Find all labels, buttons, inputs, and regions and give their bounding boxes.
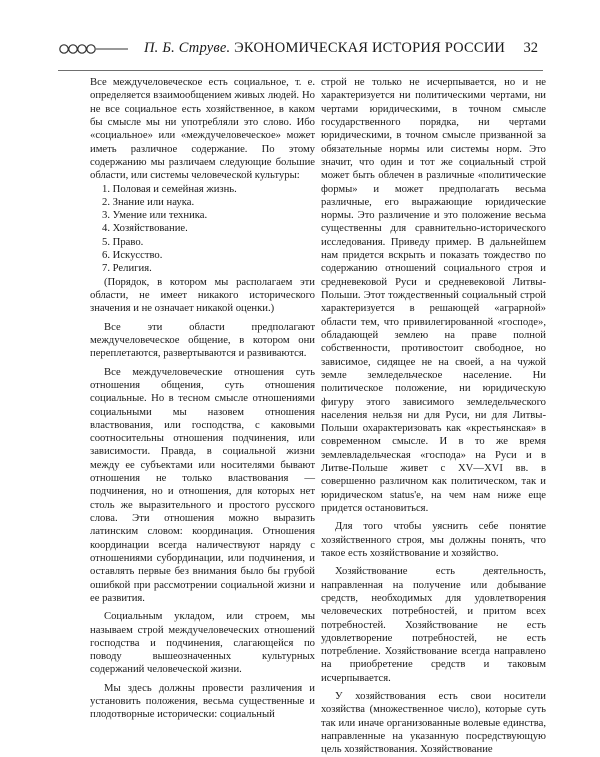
page-header xyxy=(0,36,600,64)
list-item: 2. Знание или наука. xyxy=(102,196,195,208)
paragraph: Социальным укладом, или строем, мы называем строй междучеловеческих отношений господства и подчинения, слагающейся по поводу вышеозначенных культурных содержаний человеческой жизни. xyxy=(90,611,315,676)
paragraph: (Порядок, в котором мы располагаем эти области, не имеет никакого исторического значения и не означает никакой оценки.) xyxy=(90,276,315,315)
paragraph: Все междучеловеческое есть социальное, т. е. определяется взаимообщением живых людей. Но не все социальное есть хозяйственное, в каком бы смысле мы ни употребляли это слово. Ибо «социальное» или «междучеловеческое» может иметь различное содержание. По этому содержанию мы различаем следующие большие области, или системы человеческой культуры: xyxy=(90,77,315,182)
left-column xyxy=(90,76,315,722)
header-rule xyxy=(58,70,543,71)
ornament-rings-icon xyxy=(58,42,128,56)
paragraph: У хозяйствования есть свои носители хозяйства (множественное число), которые суть так или иначе организованные волевые единства, направленные на указанную посредствующую цель хозяйствования. Хозяйствование xyxy=(321,691,546,756)
paragraph: Все междучеловеческие отношения суть отношения общения, суть отношения социальные. Но в тесном смысле отношениями социальными мы назовем отношения властвования, или господства, с каковыми соотносительны отношения подчинения, или зависимости. Правда, в социальной жизни между ее субъектами или носителями бывают отношения не только властвования — подчинения, но и отношения, для которых нет столь же выразительного и простого русского слова. Эти отношения можно выразить латинским словом: координация. Отношения координации всегда наличествуют наряду с отношениями субординации, или подчинения, и оставлять первые без внимания было бы грубой ошибкой при рассмотрении социальной жизни и ее развития. xyxy=(90,366,315,604)
right-column xyxy=(321,76,546,757)
header-author: П. Б. Струве. xyxy=(144,40,231,56)
paragraph: Мы здесь должны провести различения и установить положения, весьма существенные и плодотворные исторически: социальный xyxy=(90,682,315,721)
list-item: 3. Умение или техника. xyxy=(102,210,208,222)
paragraph: строй не только не исчерпывается, но и не характеризуется ни политическими чертами, ни чертами юридическими, в точном смысле государственного порядка, ни чертами юридическими, в точном смысле призванной за обязательные нормы или системы норм. Это значит, что один и тот же социальный строй может быть облечен в различные «политические формы» и может предполагать весьма различные, его выражающие юридические нормы. Это различение и это положение весьма существенны для сравнительно-исторического исследования. Приведу пример. В дальнейшем нам придется вскрыть и показать тождество по содержанию отношений социального строя и средневековой Руси и средневековой Литвы-Польши. Этот тождественный социальный строй характеризуется в решающей «аграрной» области тем, что привилегированной «господе», обладающей землею на праве полной собственности, противостоит свободное, но зависимое, сидящее не на своей, а на чужой земле земледельческое население. Ни политическое положение, ни юридическую фигуру этого зависимого земледельческого населения нельзя ни для Руси, ни для Литвы-Польши охарактеризовать как «крестьянская» в современном смысле. И в то же время землевладельческая «господа» на Руси и в Литве-Польше живет с XV—XVI вв. в совершенно различном как политическом, так и юридическом status'е, на чем нам ниже еще придется остановиться. xyxy=(321,77,546,514)
list-item: 5. Право. xyxy=(102,236,144,248)
paragraph: Для того чтобы уяснить себе понятие хозяйственного строя, мы должны понять, что такое есть хозяйствование и хозяйство. xyxy=(321,521,546,559)
list-item: 4. Хозяйствование. xyxy=(102,223,188,235)
paragraph: Хозяйствование есть деятельность, направленная на получение или добывание средств, необходимых для удовлетворения человеческих потребностей, и притом всех потребностей. Хозяйствование не есть удовлетворение потребностей, не есть потребление. Хозяйствование всегда направлено на приобретение средств и таковым исчерпывается. xyxy=(321,566,546,684)
paragraph: Все эти области предполагают междучеловеческое общение, в котором они переплетаются, развертываются и развиваются. xyxy=(90,321,315,360)
list-item: 6. Искусство. xyxy=(102,250,163,262)
page-number: 32 xyxy=(523,40,538,56)
list-item: 7. Религия. xyxy=(102,263,152,275)
list-item: 1. Половая и семейная жизнь. xyxy=(102,183,237,195)
header-book-title: ЭКОНОМИЧЕСКАЯ ИСТОРИЯ РОССИИ xyxy=(234,40,506,56)
running-title xyxy=(144,40,505,57)
